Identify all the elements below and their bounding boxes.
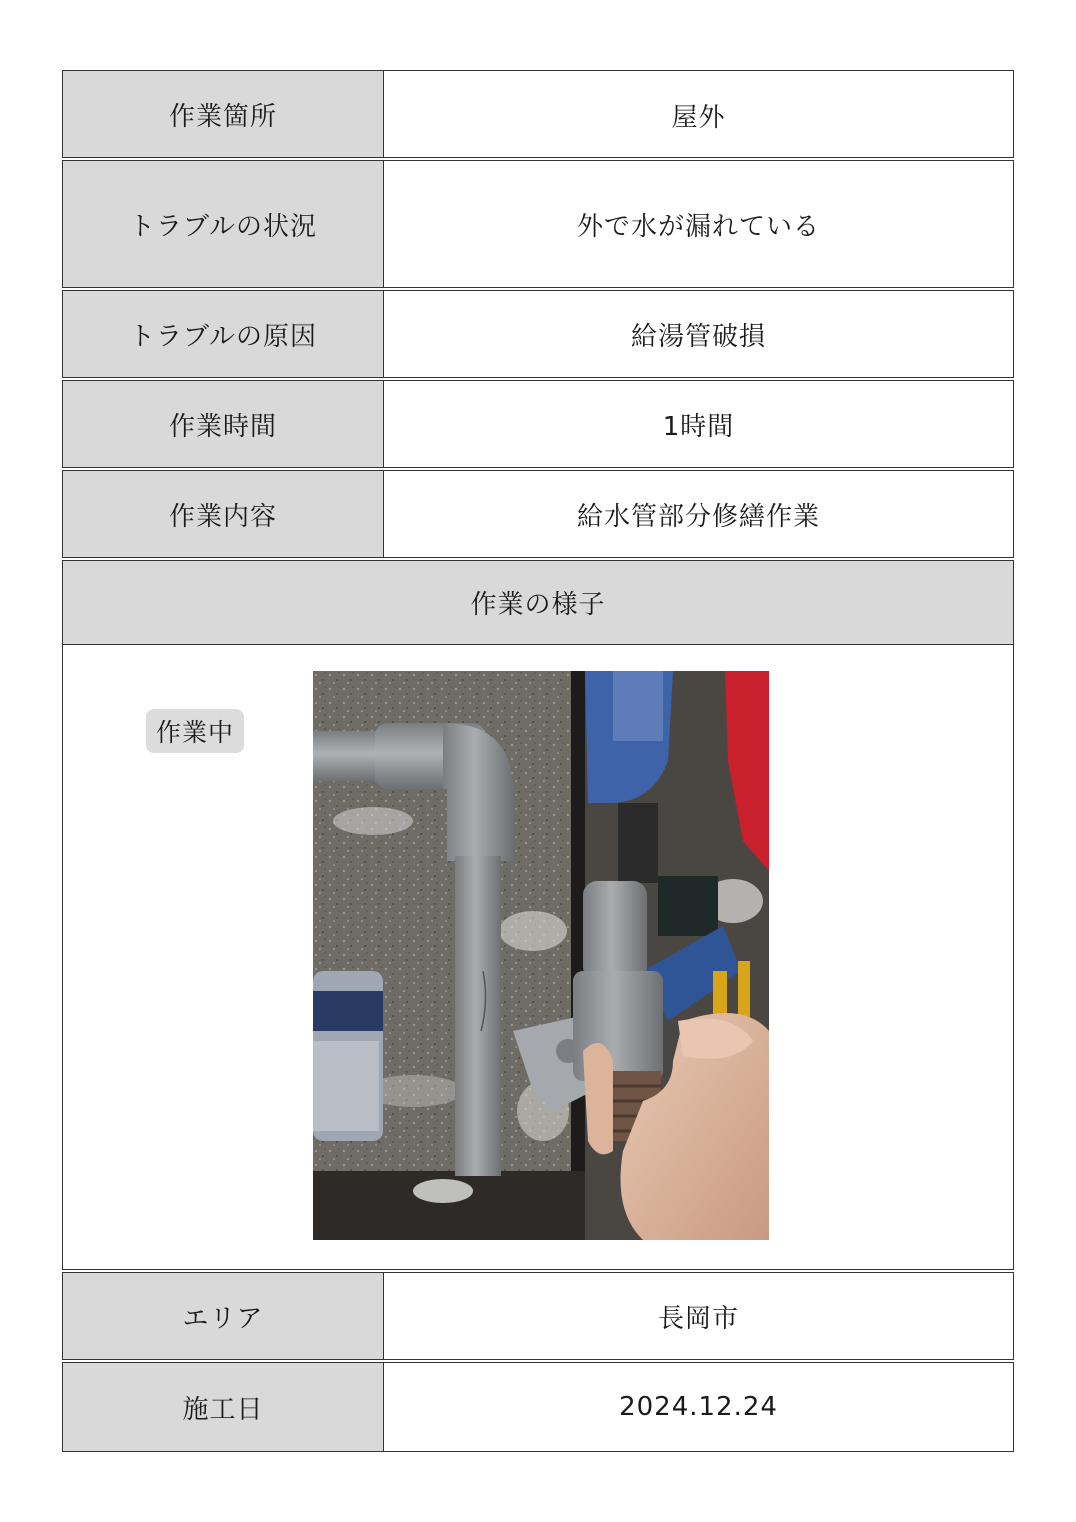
work-photo-illustration [313, 671, 769, 1240]
row-construction-date [62, 1362, 1014, 1452]
value-area: 長岡市 [657, 1303, 739, 1334]
row-work-location [62, 70, 1014, 158]
photo-section [62, 644, 1014, 1270]
label-work-location: 作業箇所 [63, 71, 384, 157]
work-photo [313, 671, 769, 1240]
label-construction-date: 施工日 [63, 1363, 384, 1451]
photo-tag-in-progress: 作業中 [146, 709, 244, 753]
row-work-content [62, 470, 1014, 558]
label-trouble-cause: トラブルの原因 [63, 291, 384, 377]
value-trouble-cause: 給湯管破損 [630, 321, 766, 352]
value-trouble-status: 外で水が漏れている [576, 211, 820, 242]
work-report-sheet [62, 70, 1014, 1454]
label-work-content: 作業内容 [63, 471, 384, 557]
value-work-time: 1時間 [662, 411, 735, 442]
row-trouble-status [62, 160, 1014, 288]
section-title-work-photos: 作業の様子 [62, 560, 1014, 644]
label-trouble-status: トラブルの状況 [63, 161, 384, 287]
label-work-time: 作業時間 [63, 381, 384, 467]
vertical-pipe [455, 856, 501, 1176]
value-work-content: 給水管部分修繕作業 [576, 501, 820, 532]
row-area [62, 1272, 1014, 1360]
held-fitting [583, 881, 647, 981]
label-area: エリア [63, 1273, 384, 1359]
value-construction-date: 2024.12.24 [619, 1392, 778, 1422]
row-trouble-cause [62, 290, 1014, 378]
row-work-time [62, 380, 1014, 468]
value-work-location: 屋外 [671, 103, 726, 133]
